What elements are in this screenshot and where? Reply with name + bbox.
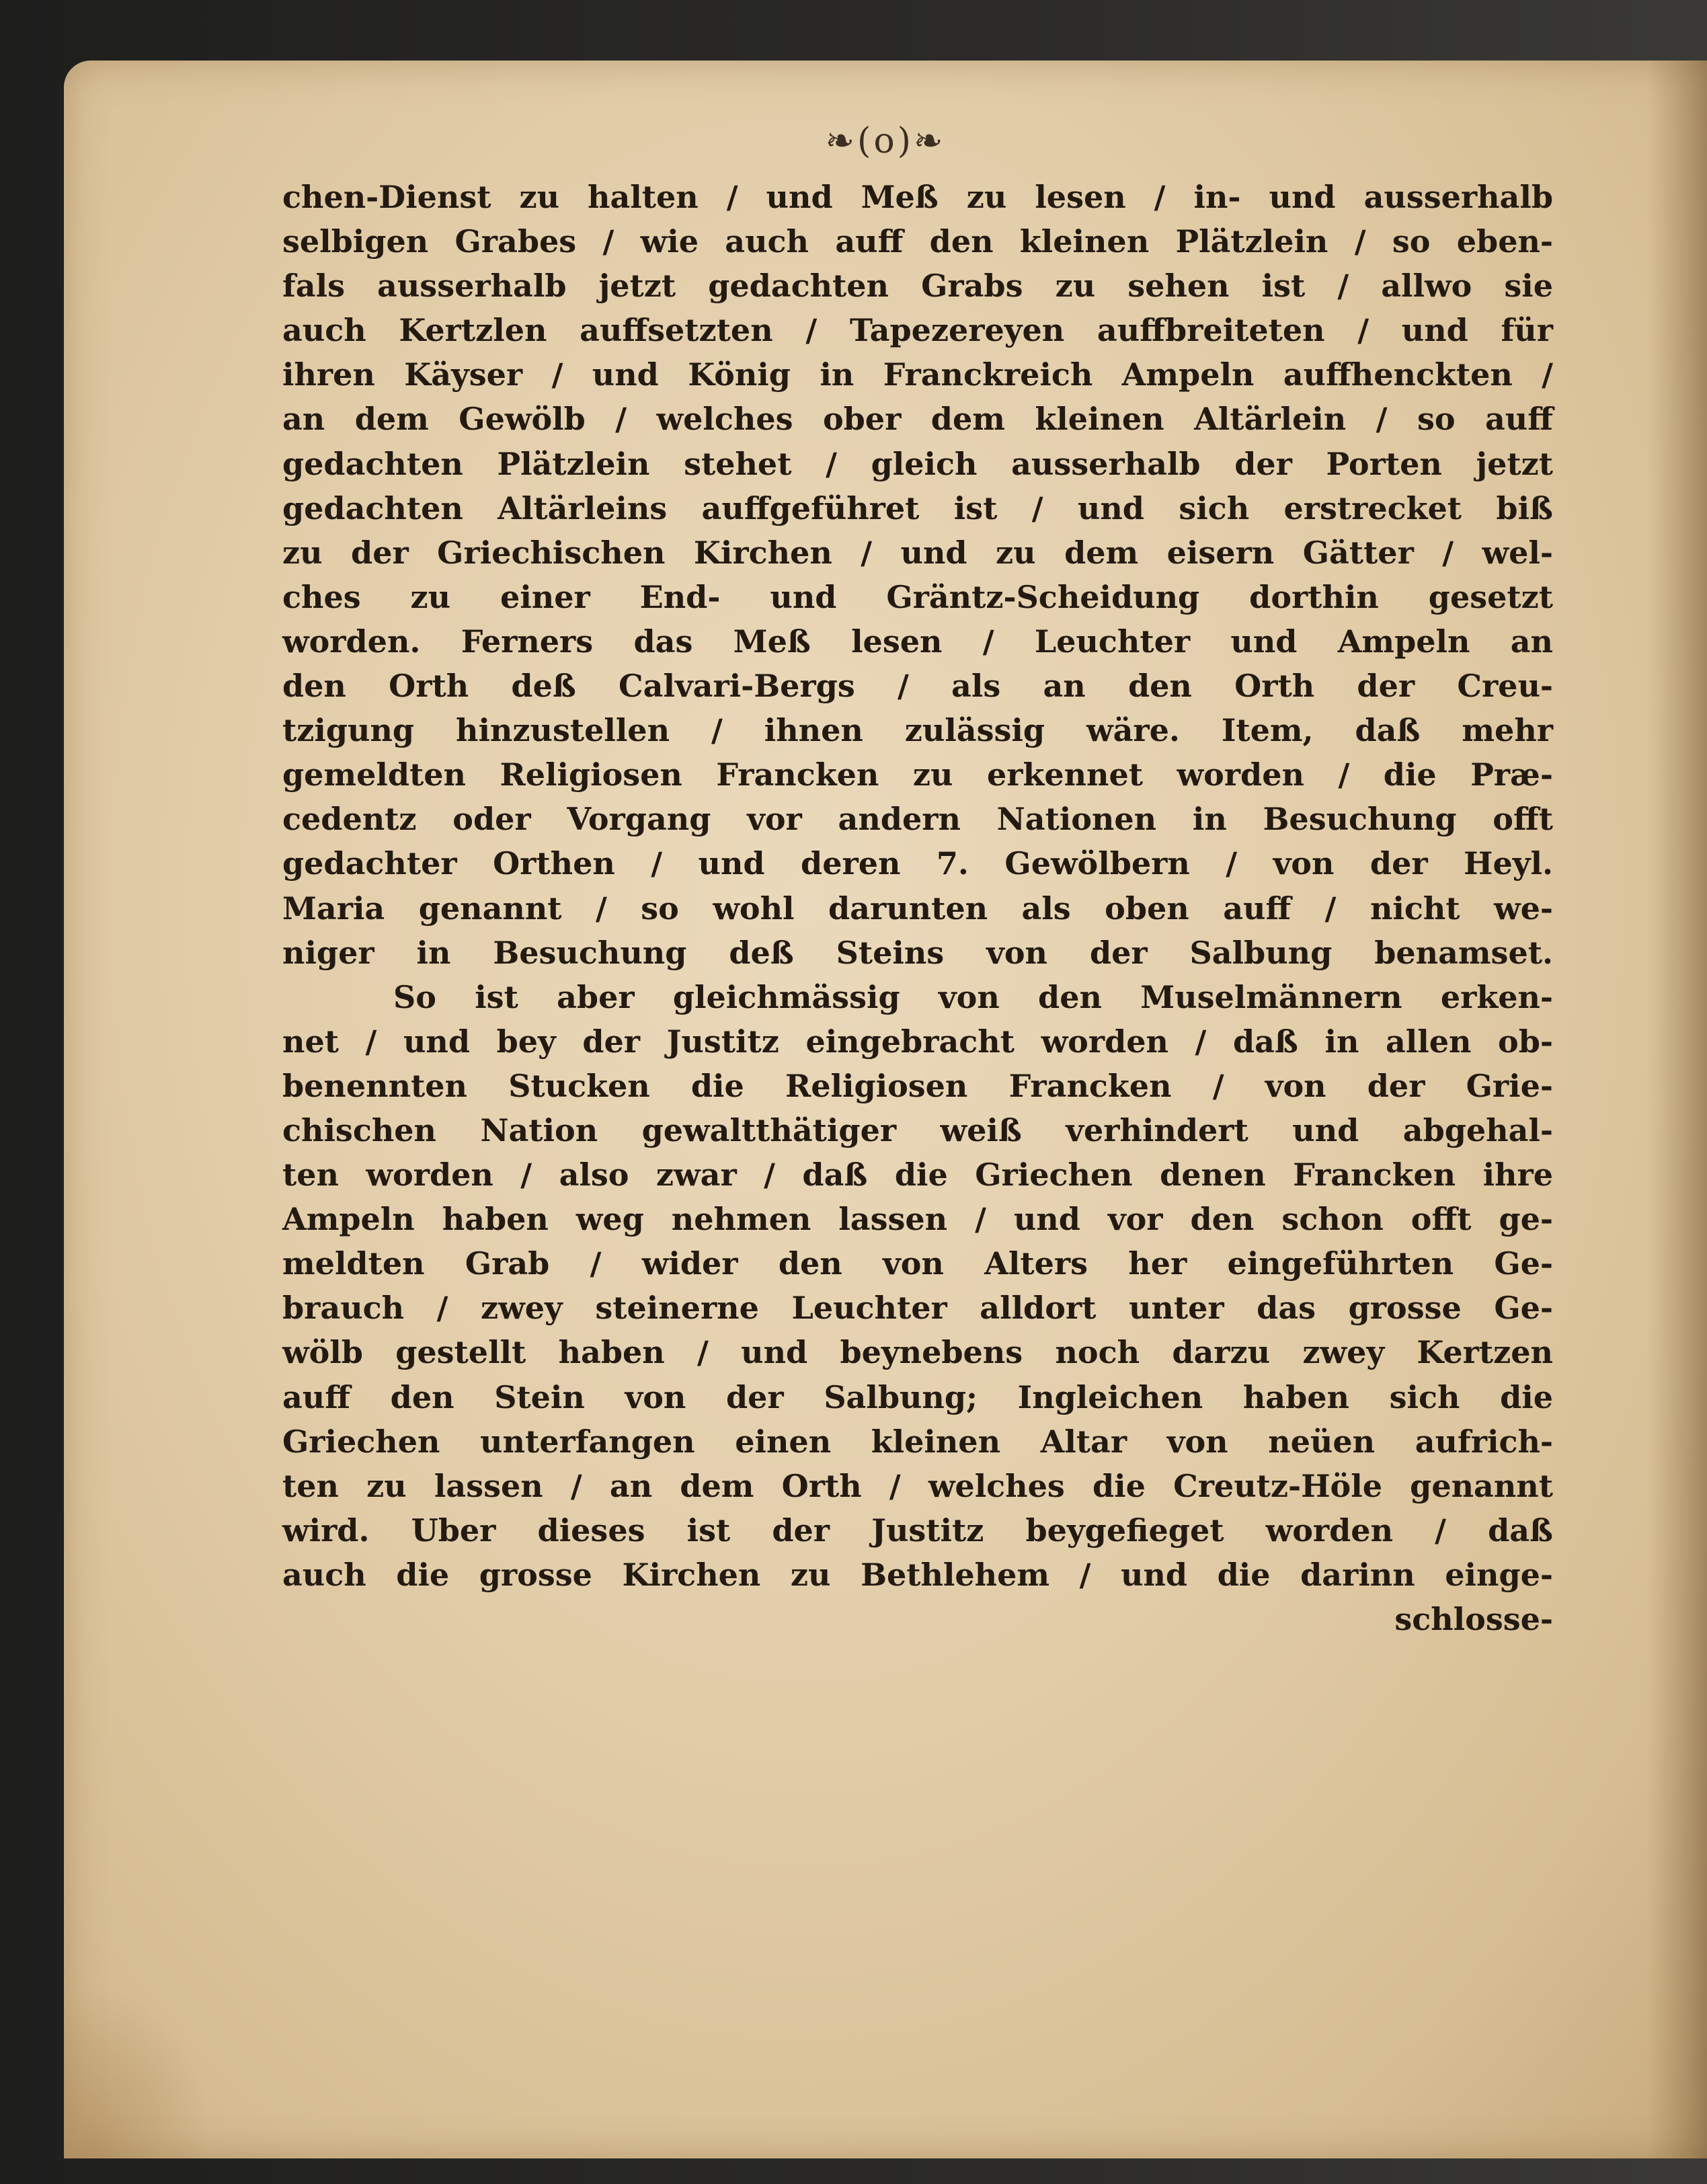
book-page [64, 61, 1707, 2158]
text-line: gedachten Plätzlein stehet / gleich ausserhalb der Porten jetzt [282, 445, 1553, 482]
page-mark: ❧(o)❧ [825, 121, 946, 161]
text-line: cedentz oder Vorgang vor andern Nationen in Besuchung offt [282, 801, 1553, 838]
text-line: wird. Uber dieses ist der Justitz beygefieget worden / daß [282, 1512, 1553, 1549]
text-line: Maria genannt / so wohl darunten als oben auff / nicht we- [282, 890, 1553, 927]
text-line: Ampeln haben weg nehmen lassen / und vor den schon offt ge- [282, 1201, 1553, 1238]
text-line: gemeldten Religiosen Francken zu erkennet worden / die Præ- [282, 756, 1553, 793]
text-line: auch die grosse Kirchen zu Bethlehem / und die darinn einge- [282, 1556, 1553, 1593]
text-line: den Orth deß Calvari-Bergs / als an den Orth der Creu- [282, 668, 1553, 705]
text-line: chen-Dienst zu halten / und Meß zu lesen / in- und ausserhalb [282, 179, 1553, 215]
text-line: gedachten Altärleins auffgeführet ist / und sich erstrecket biß [282, 490, 1553, 526]
text-line: ihren Käyser / und König in Franckreich Ampeln auffhenckten / [282, 356, 1553, 393]
page-header-ornament [64, 121, 1707, 161]
body-text [282, 175, 1553, 1641]
text-line: auff den Stein von der Salbung; Ingleichen haben sich die [282, 1378, 1553, 1415]
text-line: gedachter Orthen / und deren 7. Gewölbern / von der Heyl. [282, 845, 1553, 882]
text-line: meldten Grab / wider den von Alters her eingeführten Ge- [282, 1245, 1553, 1282]
text-line: brauch / zwey steinerne Leuchter alldort unter das grosse Ge- [282, 1290, 1553, 1327]
text-line: auch Kertzlen auffsetzten / Tapezereyen auffbreiteten / und für [282, 312, 1553, 349]
paragraph-start-line: So ist aber gleichmässig von den Muselmännern erken- [393, 978, 1553, 1015]
text-line: wölb gestellt haben / und beynebens noch darzu zwey Kertzen [282, 1334, 1553, 1371]
text-line: niger in Besuchung deß Steins von der Salbung benamset. [282, 934, 1553, 971]
text-line: Griechen unterfangen einen kleinen Altar von neüen aufrich- [282, 1423, 1553, 1460]
page-gutter-shadow [1646, 61, 1707, 2158]
catchword: schlosse- [1394, 1601, 1553, 1637]
text-line: ten worden / also zwar / daß die Griechen denen Francken ihre [282, 1157, 1553, 1194]
text-line: zu der Griechischen Kirchen / und zu dem eisern Gätter / wel- [282, 534, 1553, 571]
text-line: chischen Nation gewaltthätiger weiß verhindert und abgehal- [282, 1112, 1553, 1148]
text-line: ches zu einer End- und Gräntz-Scheidung dorthin gesetzt [282, 578, 1553, 615]
text-line: an dem Gewölb / welches ober dem kleinen Altärlein / so auff [282, 401, 1553, 438]
text-line: fals ausserhalb jetzt gedachten Grabs zu sehen ist / allwo sie [282, 268, 1553, 305]
text-line: tzigung hinzustellen / ihnen zulässig wäre. Item, daß mehr [282, 712, 1553, 749]
text-line: ten zu lassen / an dem Orth / welches die Creutz-Höle genannt [282, 1467, 1553, 1504]
text-line: selbigen Grabes / wie auch auff den kleinen Plätzlein / so eben- [282, 223, 1553, 260]
text-line: worden. Ferners das Meß lesen / Leuchter und Ampeln an [282, 623, 1553, 660]
text-line: net / und bey der Justitz eingebracht worden / daß in allen ob- [282, 1023, 1553, 1060]
text-line: benennten Stucken die Religiosen Francken / von der Grie- [282, 1067, 1553, 1104]
